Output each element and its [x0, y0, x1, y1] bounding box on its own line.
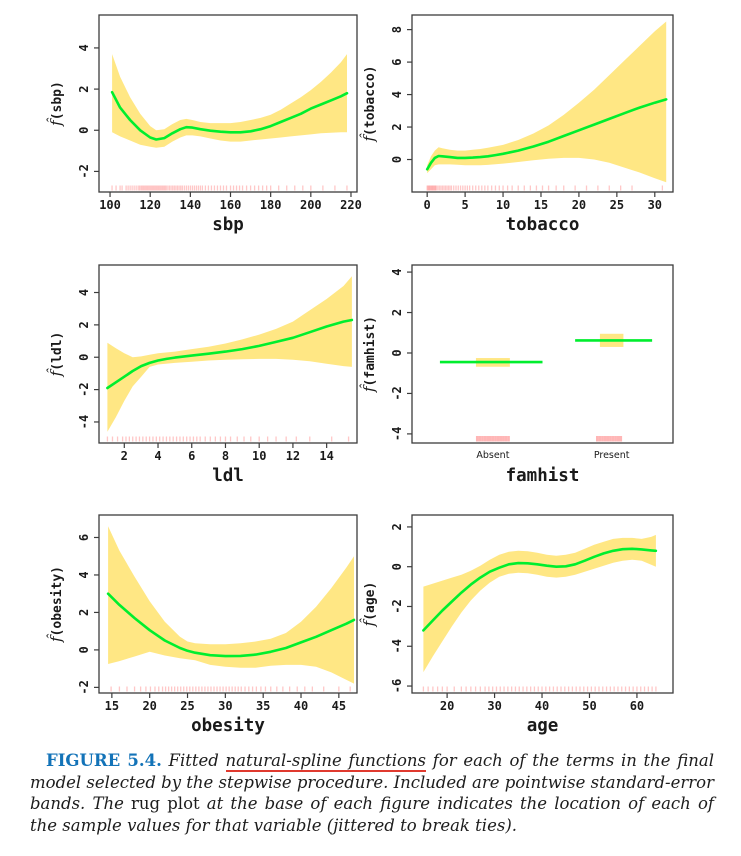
figure-label: FIGURE 5.4. [46, 751, 162, 770]
y-tick-label: -2 [390, 599, 404, 614]
y-axis-title: f̂(famhist) [360, 315, 378, 393]
y-tick-label: 0 [77, 353, 91, 361]
x-tick-label: 40 [534, 699, 550, 713]
x-tick-label: 2 [120, 449, 128, 463]
x-tick-label: 8 [221, 449, 230, 463]
x-tick-label: 60 [629, 699, 645, 713]
y-tick-label: 2 [77, 608, 91, 617]
y-tick-label: -2 [390, 386, 404, 401]
plot-obesity [39, 507, 375, 741]
standard-error-band [108, 526, 354, 683]
rug-marks [112, 186, 347, 191]
x-tick-label: 12 [285, 449, 301, 463]
y-tick-label: 2 [77, 321, 91, 329]
x-tick-label: 40 [293, 699, 309, 713]
category-label-present: Present [593, 450, 630, 461]
natural-spline-functions-link[interactable]: natural-spline functions [225, 751, 427, 770]
x-tick-label: 180 [259, 198, 282, 212]
y-tick-label: -4 [77, 414, 91, 430]
x-axis-title: ldl [212, 466, 244, 486]
figure-caption [30, 750, 714, 836]
chart-svg-sbp [39, 7, 375, 236]
x-tick-label: 0 [423, 198, 431, 212]
x-tick-label: 25 [180, 699, 195, 713]
rug-plot-term: rug plot [131, 794, 200, 813]
plot-ldl [39, 257, 375, 491]
caption-text: at the base of each figure indicates the location of each of the sample values for that variable (jittered to break ties). [30, 794, 714, 835]
x-tick-label: 30 [487, 699, 502, 713]
y-axis-title: f̂(tobacco) [360, 65, 378, 142]
x-tick-label: 35 [255, 699, 271, 713]
x-tick-label: 10 [495, 198, 511, 212]
y-tick-label: 6 [77, 533, 91, 542]
x-tick-label: 100 [99, 198, 121, 212]
x-tick-label: 45 [331, 699, 347, 713]
chart-svg-tobacco [352, 7, 691, 236]
x-tick-label: 120 [139, 198, 162, 212]
standard-error-band [107, 276, 352, 431]
x-axis-title: obesity [191, 716, 265, 736]
y-tick-label: 2 [390, 308, 404, 317]
y-axis-title: f̂(age) [360, 581, 378, 627]
standard-error-band [112, 54, 347, 148]
y-tick-label: 0 [390, 349, 404, 357]
y-axis-title: f̂(sbp) [47, 81, 65, 126]
rug-marks [423, 687, 656, 692]
x-tick-label: 220 [340, 198, 362, 212]
y-tick-label: -6 [390, 678, 404, 694]
plot-sbp [39, 7, 375, 240]
x-axis-title: tobacco [505, 215, 580, 235]
rug-marks [427, 186, 662, 191]
y-tick-label: 4 [390, 90, 404, 99]
caption-text: Fitted [161, 751, 226, 770]
x-tick-label: 10 [251, 449, 267, 463]
category-label-absent: Absent [476, 450, 510, 461]
chart-svg-age [352, 507, 691, 737]
y-tick-label: -4 [390, 639, 404, 654]
y-tick-label: 2 [390, 123, 404, 131]
plot-famhist [352, 257, 691, 491]
standard-error-band [423, 535, 656, 672]
x-tick-label: 140 [179, 198, 202, 212]
x-tick-label: 25 [609, 198, 625, 212]
x-tick-label: 20 [439, 699, 455, 713]
x-tick-label: 200 [299, 198, 322, 212]
caption-text: for each of the terms in the final model selected by the stepwise procedure. Included are pointwise standard-error bands. The [30, 751, 714, 813]
plot-tobacco [352, 7, 691, 240]
chart-svg-ldl [39, 257, 375, 487]
chart-svg-obesity [39, 507, 375, 737]
x-tick-label: 5 [461, 198, 469, 212]
y-tick-label: 8 [390, 25, 404, 34]
x-tick-label: 15 [533, 198, 549, 212]
x-tick-label: 14 [319, 449, 334, 463]
y-tick-label: 4 [77, 288, 91, 297]
rug-marks [111, 687, 350, 692]
y-axis-title: f̂(ldl) [47, 331, 65, 377]
chart-svg-famhist [352, 257, 691, 487]
y-tick-label: -4 [390, 426, 404, 442]
y-tick-label: 4 [77, 44, 91, 52]
y-tick-label: 2 [390, 523, 404, 531]
x-axis-title: famhist [505, 466, 580, 486]
x-tick-label: 6 [188, 449, 196, 463]
y-tick-label: -2 [77, 164, 91, 179]
rug-marks [477, 436, 621, 442]
rug-marks [107, 437, 348, 442]
x-tick-label: 160 [219, 198, 242, 212]
plot-frame [412, 265, 673, 443]
x-tick-label: 20 [142, 699, 157, 713]
y-tick-label: 6 [390, 58, 404, 66]
x-tick-label: 15 [104, 699, 120, 713]
y-tick-label: 4 [390, 268, 404, 276]
y-tick-label: 0 [77, 126, 91, 134]
y-tick-label: 2 [77, 85, 91, 93]
y-tick-label: -2 [77, 680, 91, 695]
x-tick-label: 20 [571, 198, 587, 212]
y-tick-label: 0 [77, 646, 91, 654]
x-tick-label: 50 [582, 699, 597, 713]
x-tick-label: 30 [218, 699, 233, 713]
y-axis-title: f̂(obesity) [47, 565, 65, 643]
y-tick-label: -2 [77, 382, 91, 397]
y-tick-label: 4 [77, 571, 91, 579]
x-tick-label: 30 [647, 198, 663, 212]
x-axis-title: age [526, 716, 559, 736]
plot-age [352, 507, 691, 741]
x-axis-title: sbp [212, 215, 244, 235]
x-tick-label: 4 [154, 449, 162, 463]
y-tick-label: 0 [390, 155, 404, 164]
y-tick-label: 0 [390, 563, 404, 571]
